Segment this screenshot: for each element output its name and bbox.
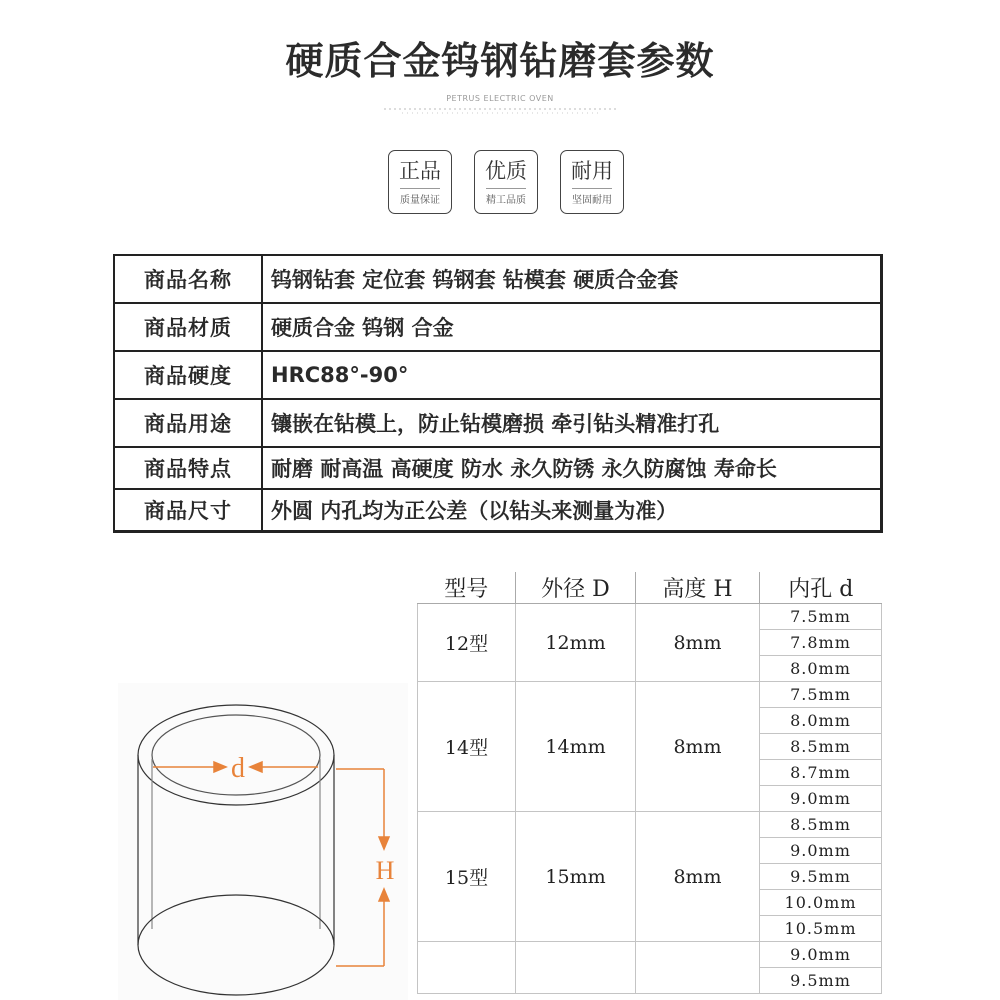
info-key: 商品尺寸 [114, 489, 262, 531]
spec-model: 15型 [418, 812, 516, 942]
spec-outer [516, 942, 636, 994]
badge-quality [474, 150, 538, 214]
info-value: 镶嵌在钻模上，防止钻模磨损 牵引钻头精准打孔 [262, 399, 882, 447]
badge-main-text: 正品 [399, 159, 441, 183]
badge-sub-text: 坚固耐用 [572, 188, 612, 206]
spec-outer: 14mm [516, 682, 636, 812]
decorative-dots [372, 106, 628, 116]
sleeve-diagram [118, 683, 408, 1000]
page-title: 硬质合金钨钢钻磨套参数 [285, 39, 715, 83]
spec-hole: 9.5mm [760, 968, 882, 994]
spec-hole: 9.0mm [760, 838, 882, 864]
info-row-size [114, 489, 882, 531]
spec-header-height: 高度 H [636, 572, 760, 604]
info-value: 钨钢钻套 定位套 钨钢套 钻模套 硬质合金套 [262, 255, 882, 303]
info-value: HRC88°-90° [262, 351, 882, 399]
spec-hole: 10.5mm [760, 916, 882, 942]
spec-hole: 9.5mm [760, 864, 882, 890]
spec-model: 14型 [418, 682, 516, 812]
spec-hole: 8.7mm [760, 760, 882, 786]
spec-hole: 8.5mm [760, 734, 882, 760]
product-info-table [113, 254, 883, 533]
spec-hole: 7.5mm [760, 682, 882, 708]
size-spec-table [417, 572, 882, 994]
spec-model: 12型 [418, 604, 516, 682]
badge-genuine [388, 150, 452, 214]
spec-hole: 7.5mm [760, 604, 882, 630]
info-key: 商品名称 [114, 255, 262, 303]
spec-header-hole: 内孔 d [760, 572, 882, 604]
info-value: 外圆 内孔均为正公差（以钻头来测量为准） [262, 489, 882, 531]
info-row-usage [114, 399, 882, 447]
info-key: 商品材质 [114, 303, 262, 351]
spec-outer: 12mm [516, 604, 636, 682]
info-row-name [114, 255, 882, 303]
spec-height: 8mm [636, 604, 760, 682]
spec-row [418, 942, 882, 968]
spec-height: 8mm [636, 812, 760, 942]
info-value: 耐磨 耐高温 高硬度 防水 永久防锈 永久防腐蚀 寿命长 [262, 447, 882, 489]
spec-row [418, 604, 882, 630]
spec-header-row [418, 572, 882, 604]
badge-durable [560, 150, 624, 214]
spec-hole: 8.0mm [760, 656, 882, 682]
info-value: 硬质合金 钨钢 合金 [262, 303, 882, 351]
info-key: 商品用途 [114, 399, 262, 447]
spec-header-model: 型号 [418, 572, 516, 604]
info-row-hardness [114, 351, 882, 399]
page-subtitle: PETRUS ELECTRIC OVEN [446, 94, 554, 103]
spec-outer: 15mm [516, 812, 636, 942]
badge-sub-text: 精工品质 [486, 188, 526, 206]
badge-row [388, 150, 624, 214]
spec-model [418, 942, 516, 994]
info-key: 商品硬度 [114, 351, 262, 399]
label-d: d [231, 753, 245, 784]
info-row-features [114, 447, 882, 489]
spec-hole: 7.8mm [760, 630, 882, 656]
label-h: H [375, 856, 395, 885]
badge-sub-text: 质量保证 [400, 188, 440, 206]
badge-main-text: 优质 [485, 159, 527, 183]
spec-hole: 8.0mm [760, 708, 882, 734]
cylinder-outline [138, 705, 334, 995]
badge-main-text: 耐用 [571, 159, 613, 183]
spec-height: 8mm [636, 682, 760, 812]
spec-hole: 10.0mm [760, 890, 882, 916]
spec-hole: 8.5mm [760, 812, 882, 838]
spec-height [636, 942, 760, 994]
spec-hole: 9.0mm [760, 942, 882, 968]
info-key: 商品特点 [114, 447, 262, 489]
spec-row [418, 682, 882, 708]
spec-hole: 9.0mm [760, 786, 882, 812]
spec-header-outer: 外径 D [516, 572, 636, 604]
spec-row [418, 812, 882, 838]
info-row-material [114, 303, 882, 351]
